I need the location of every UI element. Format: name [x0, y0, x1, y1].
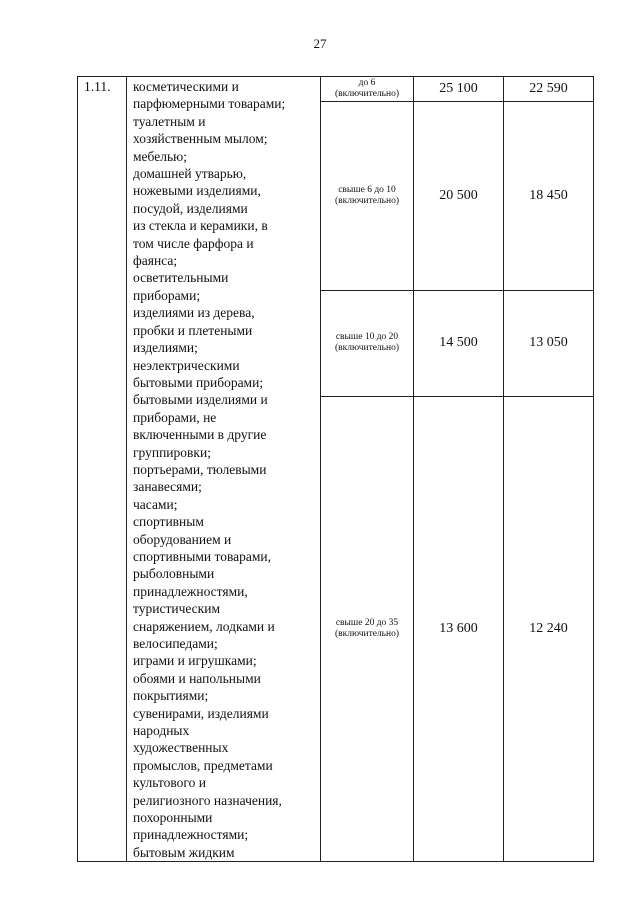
description-lines: [133, 78, 316, 861]
description-line: принадлежностями,: [133, 583, 248, 599]
description-line: сувенирами, изделиями: [133, 705, 269, 721]
description-line: мебелью;: [133, 148, 187, 164]
description-line: религиозного назначения,: [133, 792, 282, 808]
value-cell: 13 050: [504, 290, 594, 396]
range-cell: [321, 396, 414, 862]
description-line: портьерами, тюлевыми: [133, 461, 267, 477]
description-line: промыслов, предметами: [133, 757, 273, 773]
description-line: пробки и плетеными: [133, 322, 253, 338]
tariff-table: [77, 76, 594, 862]
description-line: обоями и напольными: [133, 670, 261, 686]
description-line: спортивными товарами,: [133, 548, 272, 564]
range-qualifier: (включительно): [334, 628, 400, 639]
range-label: до 6: [358, 78, 376, 89]
description-line: ножевыми изделиями,: [133, 183, 261, 199]
description-line: играми и игрушками;: [133, 653, 257, 669]
description-line: парфюмерными товарами;: [133, 96, 286, 112]
description-line: спортивным: [133, 514, 204, 530]
description-line: изделиями из дерева,: [133, 305, 255, 321]
description-line: включенными в другие: [133, 427, 267, 443]
description-line: культового и: [133, 775, 206, 791]
description-line: занавесями;: [133, 479, 202, 495]
description-line: часами;: [133, 496, 178, 512]
range-cell: [321, 77, 414, 102]
description-line: бытовыми изделиями и: [133, 392, 268, 408]
value-cell: 18 450: [504, 102, 594, 291]
description-line: косметическими и: [133, 79, 239, 94]
value-cell: 20 500: [414, 102, 504, 291]
description-line: приборами, не: [133, 409, 217, 425]
description-line: группировки;: [133, 444, 211, 460]
description-line: народных: [133, 723, 190, 739]
range-label: свыше 6 до 10: [338, 184, 396, 195]
description-line: из стекла и керамики, в: [133, 218, 268, 234]
description-line: рыболовными: [133, 566, 215, 582]
value-cell: 25 100: [414, 77, 504, 102]
description-line: снаряжением, лодками и: [133, 618, 275, 634]
description-line: оборудованием и: [133, 531, 232, 547]
range-label: свыше 20 до 35: [335, 617, 399, 628]
value-cell: 14 500: [414, 290, 504, 396]
range-qualifier: (включительно): [334, 195, 400, 206]
value-cell: 22 590: [504, 77, 594, 102]
range-cell: [321, 102, 414, 291]
value-cell: 13 600: [414, 396, 504, 862]
description-line: том числе фарфора и: [133, 235, 254, 251]
description-line: принадлежностями;: [133, 827, 249, 843]
description-line: бытовым жидким: [133, 844, 235, 860]
description-line: туристическим: [133, 601, 220, 617]
description-line: хозяйственным мылом;: [133, 131, 268, 147]
range-label: свыше 10 до 20: [335, 332, 399, 343]
description-line: домашней утварью,: [133, 166, 247, 182]
description-line: художественных: [133, 740, 229, 756]
item-number: 1.11.: [78, 77, 127, 862]
description-line: осветительными: [133, 270, 229, 286]
description-line: приборами;: [133, 287, 201, 303]
description-line: туалетным и: [133, 113, 206, 129]
description-line: велосипедами;: [133, 636, 218, 651]
range-qualifier: (включительно): [334, 343, 400, 354]
page-number: 27: [313, 36, 327, 51]
description-line: посудой, изделиями: [133, 200, 248, 216]
description-line: бытовыми приборами;: [133, 374, 264, 390]
item-description: [127, 77, 321, 862]
table-row: [78, 77, 594, 102]
description-line: неэлектрическими: [133, 357, 240, 373]
description-line: фаянса;: [133, 253, 178, 269]
description-line: покрытиями;: [133, 688, 209, 704]
description-line: изделиями;: [133, 340, 198, 356]
range-qualifier: (включительно): [334, 89, 400, 100]
range-cell: [321, 290, 414, 396]
description-line: похоронными: [133, 810, 213, 826]
value-cell: 12 240: [504, 396, 594, 862]
